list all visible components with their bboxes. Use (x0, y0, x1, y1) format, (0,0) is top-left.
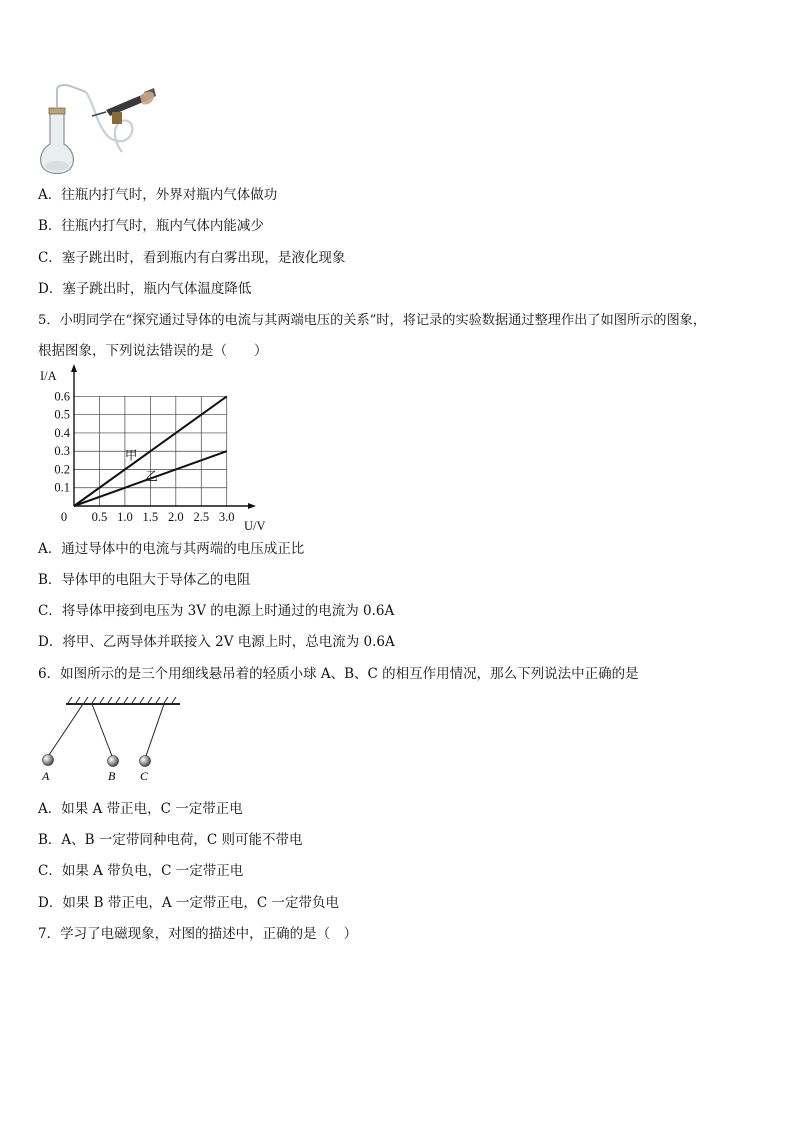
x-tick-label: 2.0 (168, 510, 184, 524)
y-tick-label: 0.4 (54, 425, 70, 440)
y-tick-label: 0.3 (54, 444, 70, 459)
q4-option-b: B．往瓶内打气时，瓶内气体内能减少 (38, 218, 264, 234)
x-tick-label: 3.0 (218, 510, 235, 524)
y-tick-label: 0.5 (54, 407, 70, 422)
q6-option-c: C．如果 A 带负电，C 一定带正电 (38, 863, 244, 879)
flask-pump-drawing (36, 82, 156, 177)
iu-graph-svg (36, 366, 266, 533)
q6-option-a: A．如果 A 带正电，C 一定带正电 (38, 801, 243, 817)
q4-option-a: A．往瓶内打气时，外界对瓶内气体做功 (38, 187, 278, 203)
ball-label-c: C (140, 769, 149, 783)
ball-label-a: A (42, 769, 50, 783)
x-tick-label: 1.5 (142, 510, 159, 524)
q5-option-a: A．通过导体中的电流与其两端的电压成正比 (38, 541, 305, 557)
q6-stem: 6．如图所示的是三个用细线悬吊着的轻质小球 A、B、C 的相互作用情况，那么下列说法中正确的是 (38, 666, 639, 682)
y-tick-label: 0.2 (54, 462, 70, 477)
q5-option-d: D．将甲、乙两导体并联接入 2V 电源上时，总电流为 0.6A (38, 634, 395, 650)
q5-option-b: B．导体甲的电阻大于导体乙的电阻 (38, 572, 251, 588)
flask-pump-figure (36, 82, 156, 177)
ball-a (43, 755, 54, 766)
x-tick-label: 1.0 (117, 510, 133, 524)
series-label-2: 乙 (145, 469, 158, 484)
x-tick-label: 0.5 (91, 510, 108, 524)
y-tick-label: 0.6 (54, 389, 70, 404)
q4-option-d: D．塞子跳出时，瓶内气体温度降低 (38, 281, 252, 297)
ball-c (140, 756, 151, 767)
origin-label: 0 (60, 510, 68, 524)
ball-label-b: B (108, 769, 116, 783)
suspended-balls-figure (36, 694, 186, 788)
y-tick-label: 0.1 (54, 480, 70, 495)
iu-graph (36, 366, 266, 533)
y-axis-arrow (71, 364, 77, 372)
x-axis-arrow (248, 503, 256, 509)
x-tick-label: 2.5 (193, 510, 210, 524)
q5-stem-line2: 根据图象，下列说法错误的是（ ） (38, 343, 268, 359)
q6-option-d: D．如果 B 带正电，A 一定带正电，C 一定带负电 (38, 895, 339, 911)
x-axis-label: U/V (244, 519, 266, 533)
q5-option-c: C．将导体甲接到电压为 3V 的电源上时通过的电流为 0.6A (38, 603, 395, 619)
q6-option-b: B．A、B 一定带同种电荷，C 则可能不带电 (38, 832, 303, 848)
suspended-balls-svg (36, 694, 186, 788)
series-label-1: 甲 (124, 448, 138, 463)
y-axis-label: I/A (40, 369, 57, 383)
q7-stem: 7．学习了电磁现象，对图的描述中，正确的是（ ） (38, 926, 358, 942)
q5-stem-line1: 5．小明同学在“探究通过导体的电流与其两端电压的关系”时，将记录的实验数据通过整理作出了如图所示的图象， (38, 313, 707, 328)
ball-b (108, 756, 119, 767)
q4-option-c: C．塞子跳出时，看到瓶内有白雾出现，是液化现象 (38, 250, 346, 266)
